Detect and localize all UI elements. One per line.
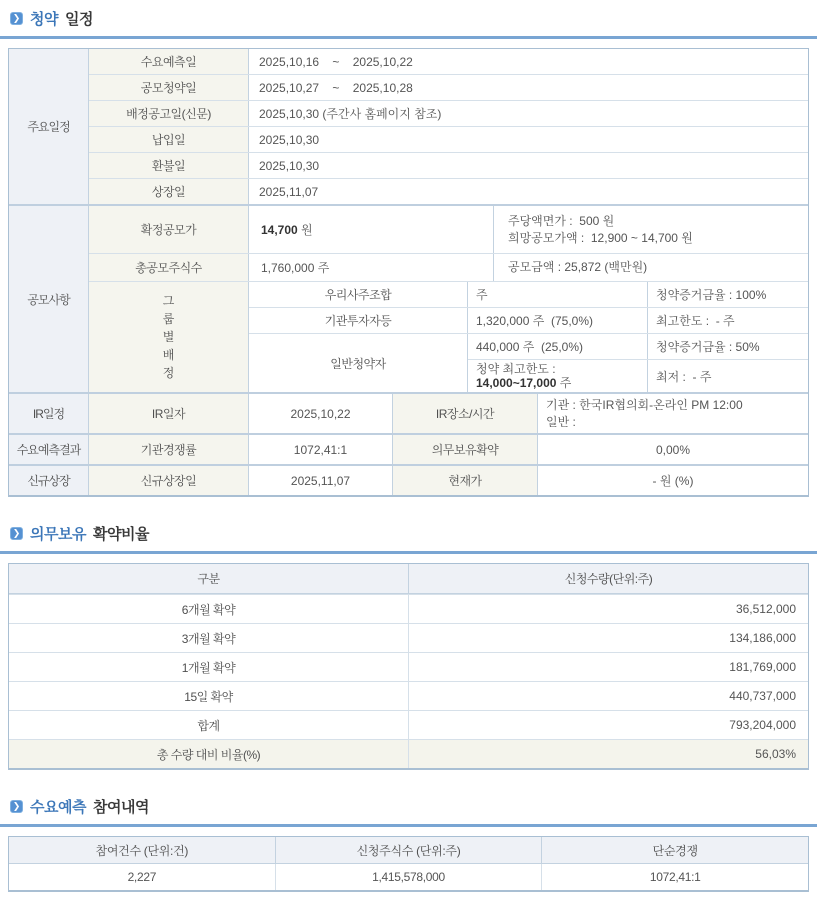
section-title-accent: 의무보유: [30, 526, 86, 543]
row-value: 2025,10,30: [259, 132, 320, 147]
group-ir: [9, 392, 808, 433]
group-header-cell: 공모사항: [9, 206, 89, 392]
group-new-listing: [9, 464, 808, 495]
par-value: 주당액면가 : 500 원: [508, 213, 615, 228]
group-header-cell: 주요일정: [9, 49, 89, 204]
row-label: 현재가: [393, 466, 538, 495]
row-label: 총공모주식수: [89, 254, 249, 281]
row-label: IR장소/시간: [393, 394, 538, 433]
alloc-label: 일반청약자: [249, 334, 468, 392]
row-label: 공모청약일: [89, 75, 249, 100]
row-label: 납입일: [89, 127, 249, 152]
section-title-accent: 수요예측: [30, 799, 86, 816]
column-header: 신청수량(단위:주): [564, 572, 653, 586]
column-header: 참여건수 (단위:건): [95, 843, 189, 858]
allocation-row: [89, 281, 808, 392]
section-title-rest: 일정: [64, 11, 93, 28]
alloc-row-esop: [249, 282, 808, 307]
row-value: 2025,10,27 ~ 2025,10,28: [259, 80, 413, 95]
general-shares-row: [468, 334, 808, 359]
table-row: [89, 466, 808, 495]
title-rule: [0, 36, 817, 39]
ir-date: 2025,10,22: [249, 394, 393, 433]
ir-institution-line: 기관 : 한국IR협의회-온라인 PM 12:00: [546, 397, 743, 412]
institution-ratio: 1072,41:1: [249, 435, 393, 464]
alloc-note: 청약증거금율 : 50%: [656, 340, 760, 354]
row-value: 440,737,000: [729, 689, 796, 703]
chevron-right-icon: ❯: [10, 12, 23, 25]
row-label: 1개월 확약: [9, 653, 409, 681]
participation-table: [8, 836, 809, 892]
general-max-row: [468, 359, 808, 392]
row-label: 의무보유확약: [393, 435, 538, 464]
chevron-right-icon: ❯: [10, 800, 23, 813]
table-row: [9, 681, 808, 710]
total-shares-value: 1,760,000 주: [249, 254, 494, 281]
offer-amount: 공모금액 : 25,872 (백만원): [508, 260, 648, 274]
row-label: 배정공고일(신문): [89, 101, 249, 126]
allocation-vertical-label: 그룹별배정: [89, 282, 249, 392]
alloc-note-min: 최저 : - 주: [656, 369, 712, 384]
alloc-note: 청약증거금율 : 100%: [656, 288, 767, 302]
final-price-value: 14,700 원: [249, 206, 494, 253]
row-value: 36,512,000: [735, 602, 796, 616]
lockup-commitment: 0,00%: [655, 442, 691, 457]
current-price: - 원 (%): [652, 474, 694, 488]
section-title: [0, 515, 817, 551]
group-header-cell: 신규상장: [9, 466, 89, 495]
alloc-shares: 440,000 주 (25,0%): [468, 334, 648, 359]
column-header: 단순경쟁: [541, 837, 808, 863]
final-price-row: [89, 206, 808, 253]
table-row: [89, 126, 808, 152]
group-demand-result: [9, 433, 808, 464]
row-value: 793,204,000: [729, 718, 796, 732]
requested-shares: 1,415,578,000: [275, 864, 542, 890]
price-info-cell: [494, 206, 808, 253]
chevron-right-icon: ❯: [10, 527, 23, 540]
table-header-row: [9, 564, 808, 594]
row-label: IR일자: [89, 394, 249, 433]
row-value: 181,769,000: [729, 660, 796, 674]
title-rule: [0, 551, 817, 554]
subscription-max-cell: [468, 360, 648, 392]
alloc-row-general: [249, 333, 808, 392]
offer-amount-cell: [494, 254, 808, 281]
column-header: 신청주식수 (단위:주): [275, 837, 542, 863]
table-row: [89, 100, 808, 126]
alloc-shares: 주: [468, 282, 648, 307]
subscription-table: [8, 48, 809, 497]
simple-competition: 1072,41:1: [541, 864, 808, 890]
total-ratio-row: [9, 739, 808, 768]
row-value: 56,03%: [755, 747, 796, 761]
column-header: 구분: [9, 564, 409, 593]
alloc-label: 기관투자자등: [249, 308, 468, 333]
table-row: [9, 594, 808, 623]
row-value: 2025,10,30: [259, 158, 320, 173]
table-header-row: [9, 837, 808, 863]
section-title-rest: 확약비율: [92, 526, 149, 543]
participation-count: 2,227: [127, 870, 157, 884]
row-label: 상장일: [89, 179, 249, 204]
section-lockup: [0, 515, 817, 770]
alloc-label: 우리사주조합: [249, 282, 468, 307]
ir-place-time: [538, 394, 808, 433]
table-row: [89, 435, 808, 464]
section-participation: [0, 788, 817, 904]
section-title: [0, 0, 817, 36]
group-header-cell: IR일정: [9, 394, 89, 433]
row-label: 총 수량 대비 비율(%): [9, 740, 409, 768]
listing-date: 2025,11,07: [249, 466, 393, 495]
table-row: [89, 152, 808, 178]
row-label: 기관경쟁률: [89, 435, 249, 464]
section-title: [0, 788, 817, 824]
title-rule: [0, 824, 817, 827]
row-value: 134,186,000: [729, 631, 796, 645]
group-offering: [9, 204, 808, 392]
row-label: 환불일: [89, 153, 249, 178]
table-row: [89, 49, 808, 74]
table-row: [9, 863, 808, 890]
section-title-accent: 청약: [30, 11, 58, 28]
row-label: 6개월 확약: [9, 595, 409, 623]
row-label: 합계: [9, 711, 409, 739]
max-value: 14,000~17,000 주: [476, 376, 572, 390]
hope-price-range: 희망공모가액 : 12,900 ~ 14,700 원: [508, 230, 693, 245]
table-row: [9, 652, 808, 681]
table-row: [9, 623, 808, 652]
section-title-rest: 참여내역: [92, 799, 149, 816]
group-header-cell: 수요예측결과: [9, 435, 89, 464]
alloc-shares: 1,320,000 주 (75,0%): [468, 308, 648, 333]
table-row: [89, 394, 808, 433]
table-row: [9, 710, 808, 739]
alloc-note: 최고한도 : - 주: [656, 314, 735, 328]
ir-general-line: 일반 :: [546, 414, 576, 429]
row-value: 2025,11,07: [259, 184, 319, 199]
table-row: [89, 74, 808, 100]
total-shares-row: [89, 253, 808, 281]
row-label: 수요예측일: [89, 49, 249, 74]
lockup-table: [8, 563, 809, 770]
row-label: 신규상장일: [89, 466, 249, 495]
alloc-row-institution: [249, 307, 808, 333]
max-label: 청약 최고한도 :: [476, 362, 556, 376]
row-value: 2025,10,16 ~ 2025,10,22: [259, 54, 413, 69]
row-label: 3개월 확약: [9, 624, 409, 652]
row-label: 확정공모가: [89, 206, 249, 253]
group-main-schedule: [9, 49, 808, 204]
row-label: 15일 확약: [9, 682, 409, 710]
table-row: [89, 178, 808, 204]
row-value: 2025,10,30 (주간사 홈페이지 참조): [259, 107, 442, 121]
